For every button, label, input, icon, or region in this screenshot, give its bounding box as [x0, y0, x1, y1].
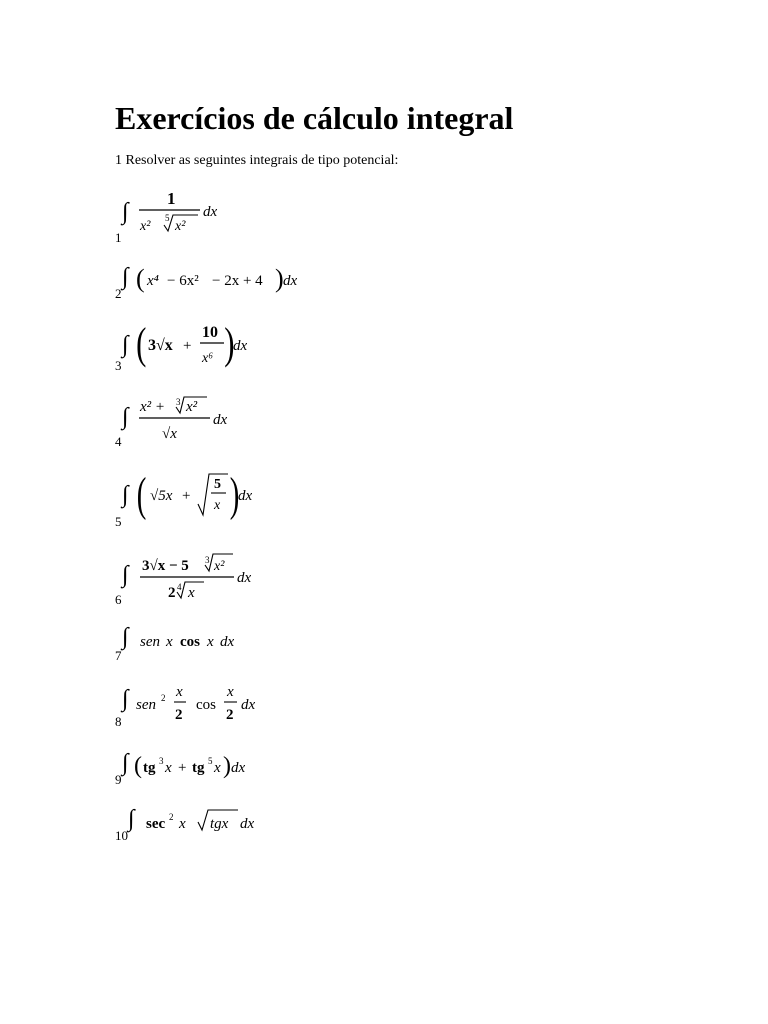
denominator-x2: x²: [140, 219, 151, 234]
plus-sign: +: [178, 760, 187, 776]
differential: dx: [241, 697, 256, 713]
right-paren: ): [223, 753, 231, 779]
root-sign: [198, 474, 228, 515]
term-sqrt-5x: √5x: [150, 488, 173, 504]
differential: dx: [231, 760, 246, 776]
differential: dx: [238, 488, 253, 504]
exercise-number: 4: [115, 434, 122, 449]
exercise-number: 5: [115, 514, 122, 529]
root-index: 4: [177, 582, 182, 592]
left-paren: (: [136, 467, 147, 521]
integral-sign: ∫: [122, 404, 129, 430]
left-paren: (: [134, 753, 142, 779]
right-paren: ): [229, 467, 240, 521]
exercise-number: 7: [115, 648, 122, 663]
integral-sign: ∫: [122, 264, 129, 290]
exponent: 3: [159, 756, 164, 766]
denominator: x⁶: [202, 351, 214, 366]
radicand: tgx: [210, 816, 229, 832]
sen-function: sen: [136, 697, 156, 713]
numerator: 10: [202, 324, 218, 341]
exercise-number: 2: [115, 286, 122, 301]
integral-sign: ∫: [122, 562, 129, 588]
differential: dx: [233, 338, 248, 354]
exercise-2-formula: [120, 262, 320, 298]
numerator: 5: [214, 477, 221, 492]
plus-sign: +: [182, 488, 191, 504]
exercise-number: 1: [115, 230, 122, 245]
page-title: Exercícios de cálculo integral: [115, 100, 514, 136]
tg-function: tg: [192, 760, 205, 776]
integral-sign: ∫: [128, 806, 135, 832]
exercise-1-formula: [120, 186, 240, 244]
argument-x: x: [207, 634, 214, 650]
differential: dx: [220, 634, 235, 650]
integral-sign: ∫: [122, 624, 129, 650]
left-paren: (: [136, 319, 147, 369]
root-index: 3: [205, 555, 210, 565]
argument-x: x: [165, 760, 172, 776]
root-index: 3: [176, 397, 181, 407]
exponent: 2: [161, 693, 166, 703]
plus-sign: +: [183, 338, 192, 354]
exercise-3-formula: [120, 318, 280, 374]
exercise-number: 8: [115, 714, 122, 729]
integral-sign: ∫: [122, 482, 129, 508]
argument-x: x: [166, 634, 173, 650]
denominator-coef: 2: [168, 585, 176, 601]
sen-function: sen: [140, 634, 160, 650]
radicand: x²: [175, 219, 186, 234]
integral-sign: ∫: [122, 199, 129, 225]
differential: dx: [203, 204, 218, 220]
integral-sign: ∫: [122, 750, 129, 776]
differential: dx: [283, 273, 298, 289]
term-x4: x⁴: [147, 273, 159, 289]
exercise-5-formula: [120, 468, 280, 528]
exercise-7-formula: [120, 622, 270, 656]
integral-sign: ∫: [122, 332, 129, 358]
instructions-text: 1 Resolver as seguintes integrais de tipo potencial:: [115, 153, 399, 168]
exercise-8-formula: [120, 680, 280, 730]
integral-sign: ∫: [122, 686, 129, 712]
denominator: 2: [226, 707, 234, 723]
term-6x2: − 6x²: [167, 273, 199, 289]
cos-function: cos: [180, 634, 200, 650]
right-paren: ): [224, 319, 235, 369]
argument-x: x: [179, 816, 186, 832]
radicand: x: [188, 585, 195, 601]
sec-function: sec: [146, 816, 166, 832]
exercise-10-formula: [126, 804, 276, 840]
denominator: √x: [162, 426, 177, 442]
exercise-number: 10: [115, 828, 128, 843]
numerator: x: [227, 684, 234, 700]
numerator: 3√x − 5: [142, 558, 189, 574]
exercise-number: 3: [115, 358, 122, 373]
exercise-number: 9: [115, 772, 122, 787]
differential: dx: [240, 816, 255, 832]
radicand: x²: [186, 399, 198, 415]
exponent: 5: [208, 756, 213, 766]
denominator: x: [214, 498, 221, 513]
differential: dx: [213, 412, 228, 428]
exercise-number: 6: [115, 592, 122, 607]
exponent: 2: [169, 812, 174, 822]
exercise-4-formula: [120, 394, 270, 448]
root-index: 5: [165, 213, 170, 223]
argument-x: x: [214, 760, 221, 776]
tg-function: tg: [143, 760, 156, 776]
numerator: 1: [167, 189, 176, 208]
term-3-sqrt-x: 3√x: [148, 337, 173, 354]
exercise-9-formula: [120, 748, 270, 784]
denominator: 2: [175, 707, 183, 723]
cos-function: cos: [196, 697, 216, 713]
left-paren: (: [136, 264, 145, 293]
numerator-x2: x² +: [140, 399, 166, 415]
term-2x-4: − 2x + 4: [212, 273, 263, 289]
right-paren: ): [275, 264, 284, 293]
radicand: x²: [214, 559, 225, 574]
differential: dx: [237, 570, 252, 586]
numerator: x: [176, 684, 183, 700]
exercise-6-formula: [120, 548, 270, 604]
